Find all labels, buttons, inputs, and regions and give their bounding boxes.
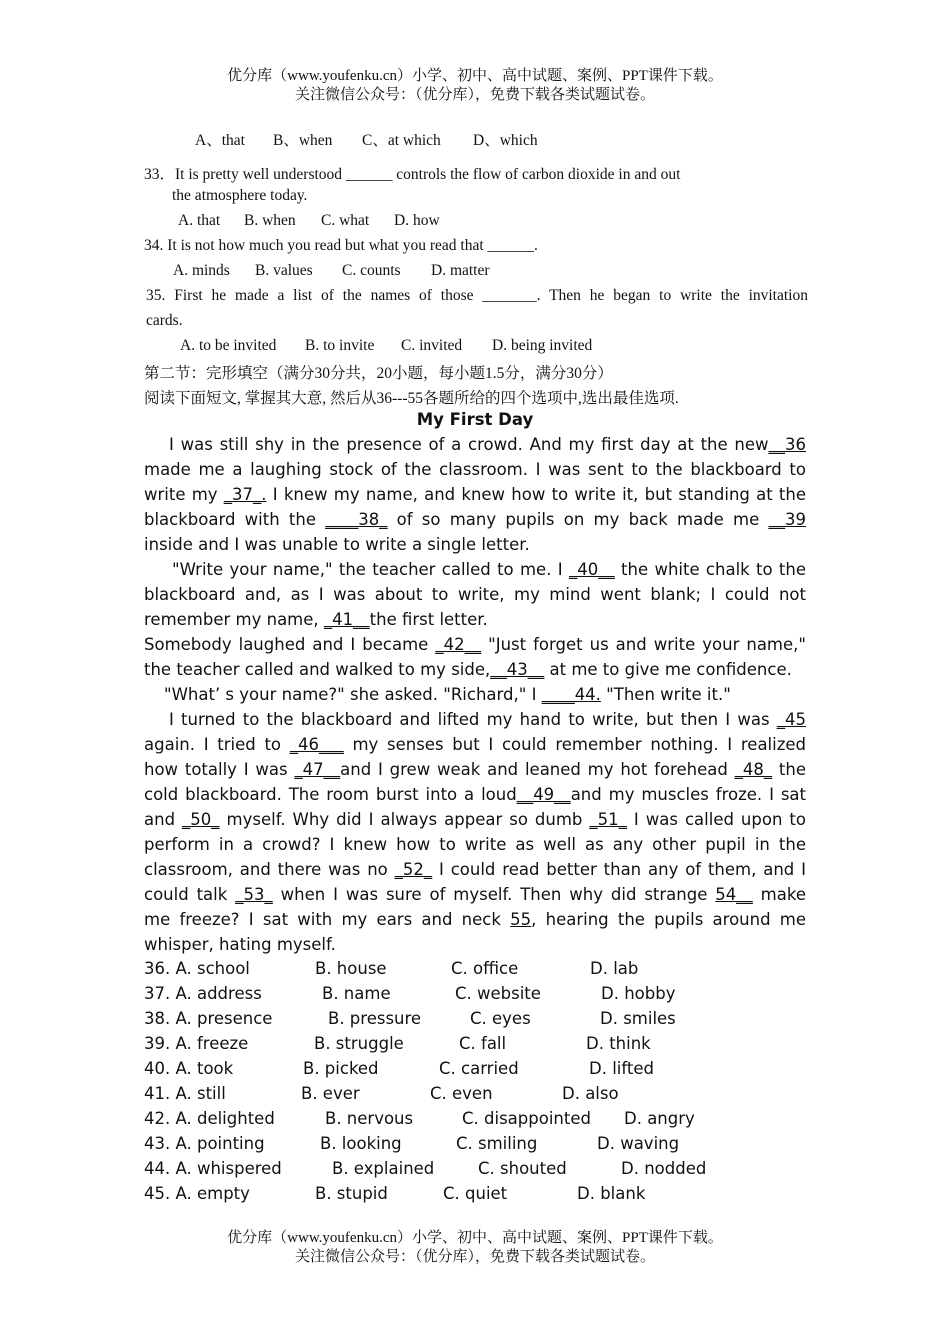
passage-line-13 — [144, 735, 806, 754]
blank-43: __43__ — [490, 660, 545, 679]
blank-42: _42__ — [435, 635, 482, 654]
passage-line-9 — [144, 635, 806, 654]
text-segment: I could read better than any of them, and I — [432, 860, 806, 879]
blank-37: _37_. — [223, 485, 267, 504]
page-footer-line2: 关注微信公众号：（优分库），免费下载各类试题试卷。 — [294, 1249, 655, 1265]
options-38 — [0, 1009, 950, 1031]
text-segment: the teacher called and walked to my side, — [144, 660, 491, 679]
blank-45: _45 — [776, 710, 806, 729]
q34-options — [0, 262, 950, 282]
options-40 — [0, 1059, 950, 1081]
text-segment: I turned to the blackboard and lifted my hand to write, but then I was — [169, 710, 777, 729]
text-segment: Somebody laughed and I became — [144, 635, 436, 654]
option-a: 41. A. still — [144, 1084, 226, 1103]
option-b: B. house — [315, 959, 387, 978]
blank-52: _52_ — [394, 860, 433, 879]
q34-stem: 34. It is not how much you read but what you read that ______. — [144, 237, 538, 254]
q35-stem-line2: cards. — [146, 312, 183, 329]
q32-option-b: B、when — [273, 132, 333, 149]
text-segment: and I grew weak and leaned my hot forehead — [340, 760, 735, 779]
section-instruction: 阅读下面短文, 掌握其大意, 然后从36---55各题所给的四个选项中,选出最佳选项. — [144, 390, 679, 407]
blank-39: __39 — [768, 510, 806, 529]
text-segment: I was called upon to — [626, 810, 806, 829]
q34-option-b: B. values — [255, 262, 313, 279]
text-segment: classroom, and there was no — [144, 860, 395, 879]
text-segment: I was still shy in the presence of a crowd. And my first day at the new — [169, 435, 769, 454]
option-b: B. looking — [320, 1134, 402, 1153]
passage-line-4 — [144, 510, 806, 529]
passage-line-10 — [144, 660, 792, 679]
option-d: D. waving — [597, 1134, 680, 1153]
blank-46: _46___ — [289, 735, 344, 754]
option-b: B. ever — [301, 1084, 360, 1103]
q33-option-d: D. how — [394, 212, 440, 229]
option-a: 37. A. address — [144, 984, 262, 1003]
text-segment: "Write your name," the teacher called to me. I — [172, 560, 569, 579]
passage-line-11 — [164, 685, 731, 704]
page-header-line1: 优分库（www.youfenku.cn）小学、初中、高中试题、案例、PPT课件下载。 — [227, 68, 723, 84]
blank-41: _41__ — [323, 610, 370, 629]
text-segment: "Just forget us and write your name," — [481, 635, 806, 654]
text-segment: I knew my name, and knew how to write it, but standing at the — [266, 485, 807, 504]
q32-option-a: A、that — [195, 132, 245, 149]
q33-option-a: A. that — [178, 212, 221, 229]
options-43 — [0, 1134, 950, 1156]
passage-line-3 — [144, 485, 806, 504]
q33-stem-line2: the atmosphere today. — [172, 187, 308, 204]
option-d: D. think — [586, 1034, 651, 1053]
q35-option-d: D. being invited — [492, 337, 593, 354]
option-b: B. explained — [332, 1159, 435, 1178]
option-d: D. lab — [590, 959, 639, 978]
q35-option-a: A. to be invited — [180, 337, 277, 354]
text-segment: at me to give me confidence. — [544, 660, 792, 679]
q32-option-c: C、at which — [362, 132, 441, 149]
option-c: C. even — [430, 1084, 493, 1103]
passage-line-5: inside and I was unable to write a single letter. — [144, 535, 530, 554]
passage-line-18 — [144, 860, 806, 879]
option-a: 38. A. presence — [144, 1009, 273, 1028]
option-a: 42. A. delighted — [144, 1109, 275, 1128]
blank-53: _53_ — [235, 885, 273, 904]
option-c: C. shouted — [478, 1159, 567, 1178]
option-a: 36. A. school — [144, 959, 250, 978]
text-segment: cold blackboard. The room burst into a loud — [144, 785, 517, 804]
blank-50: _50_ — [182, 810, 220, 829]
option-b: B. nervous — [325, 1109, 414, 1128]
options-42 — [0, 1109, 950, 1131]
option-b: B. struggle — [314, 1034, 404, 1053]
option-b: B. stupid — [315, 1184, 388, 1203]
q32-options — [0, 128, 950, 148]
blank-47: _47__ — [294, 760, 341, 779]
text-segment: my senses but I could remember nothing. I realized — [343, 735, 807, 754]
option-c: C. fall — [459, 1034, 507, 1053]
option-d: D. nodded — [621, 1159, 707, 1178]
passage-line-17: perform in a crowd? I knew how to write as well as any other pupil in the — [144, 835, 806, 854]
options-37 — [0, 984, 950, 1006]
passage-line-2: made me a laughing stock of the classroom. I was sent to the blackboard to — [144, 460, 806, 479]
blank-48: _48_ — [734, 760, 773, 779]
option-d: D. lifted — [589, 1059, 654, 1078]
passage-line-6 — [144, 560, 806, 579]
text-segment: , hearing the pupils around me — [531, 910, 806, 929]
text-segment: blackboard with the — [144, 510, 326, 529]
text-segment: myself. Why did I always appear so dumb — [219, 810, 590, 829]
passage-line-8 — [144, 610, 488, 629]
text-segment: and — [144, 810, 183, 829]
q34-option-c: C. counts — [342, 262, 401, 279]
passage-line-15 — [144, 785, 806, 804]
page-header-line2: 关注微信公众号：（优分库），免费下载各类试题试卷。 — [294, 87, 655, 103]
option-a: 45. A. empty — [144, 1184, 250, 1203]
option-b: B. pressure — [328, 1009, 422, 1028]
option-d: D. hobby — [601, 984, 676, 1003]
blank-36: __36 — [768, 435, 806, 454]
text-segment: the white chalk to the — [614, 560, 807, 579]
option-a: 44. A. whispered — [144, 1159, 282, 1178]
option-c: C. website — [455, 984, 541, 1003]
option-c: C. disappointed — [462, 1109, 591, 1128]
passage-line-16 — [144, 810, 806, 829]
text-segment: the — [772, 760, 807, 779]
q33-option-b: B. when — [244, 212, 296, 229]
options-45 — [0, 1184, 950, 1206]
text-segment: "Then write it." — [600, 685, 731, 704]
q32-option-d: D、which — [473, 132, 538, 149]
options-39 — [0, 1034, 950, 1056]
passage-line-20 — [144, 910, 806, 929]
text-segment: how totally I was — [144, 760, 295, 779]
q33-options — [0, 212, 950, 232]
passage-line-12 — [144, 710, 806, 729]
option-a: 43. A. pointing — [144, 1134, 265, 1153]
option-d: D. angry — [624, 1109, 695, 1128]
blank-55: 55 — [510, 910, 532, 929]
q35-stem-line1: 35. First he made a list of the names of those _______. Then he began to write the invitation — [146, 287, 808, 304]
option-a: 40. A. took — [144, 1059, 234, 1078]
option-d: D. smiles — [600, 1009, 676, 1028]
passage-line-1 — [144, 435, 806, 454]
option-c: C. smiling — [456, 1134, 538, 1153]
q34-option-d: D. matter — [431, 262, 490, 279]
option-d: D. blank — [577, 1184, 646, 1203]
section-heading: 第二节：完形填空（满分30分共，20小题，每小题1.5分，满分30分） — [144, 365, 613, 382]
blank-40: _40__ — [568, 560, 615, 579]
option-a: 39. A. freeze — [144, 1034, 249, 1053]
option-c: C. quiet — [443, 1184, 508, 1203]
option-c: C. office — [451, 959, 519, 978]
blank-54: 54__ — [715, 885, 753, 904]
text-segment: write my — [144, 485, 224, 504]
options-36 — [0, 959, 950, 981]
passage-title: My First Day — [416, 410, 534, 429]
page-footer-line1: 优分库（www.youfenku.cn）小学、初中、高中试题、案例、PPT课件下载。 — [227, 1230, 723, 1246]
q35-option-b: B. to invite — [305, 337, 375, 354]
q35-option-c: C. invited — [401, 337, 463, 354]
text-segment: of so many pupils on my back made me — [387, 510, 769, 529]
blank-51: _51_ — [589, 810, 627, 829]
q33-option-c: C. what — [321, 212, 370, 229]
text-segment: again. I tried to — [144, 735, 290, 754]
text-segment: and my muscles froze. I sat — [570, 785, 807, 804]
passage-line-14 — [144, 760, 806, 779]
passage-line-19 — [144, 885, 806, 904]
text-segment: the first letter. — [369, 610, 488, 629]
options-41 — [0, 1084, 950, 1106]
blank-44: ____44. — [541, 685, 601, 704]
text-segment: could talk — [144, 885, 236, 904]
options-44 — [0, 1159, 950, 1181]
option-b: B. picked — [303, 1059, 379, 1078]
passage-line-21: whisper, hating myself. — [144, 935, 336, 954]
text-segment: remember my name, — [144, 610, 324, 629]
text-segment: "What’ s your name?" she asked. "Richard," I — [164, 685, 542, 704]
option-b: B. name — [322, 984, 391, 1003]
q34-option-a: A. minds — [173, 262, 230, 279]
text-segment: when I was sure of myself. Then why did strange — [272, 885, 716, 904]
text-segment: make — [752, 885, 806, 904]
q33-stem-line1: 33．It is pretty well understood ______ controls the flow of carbon dioxide in and out — [144, 166, 681, 183]
option-d: D. also — [562, 1084, 619, 1103]
option-c: C. eyes — [470, 1009, 531, 1028]
option-c: C. carried — [439, 1059, 519, 1078]
blank-49: __49__ — [516, 785, 571, 804]
q35-options — [0, 337, 950, 357]
passage-line-7: blackboard and, as I was about to write, my mind went blank; I could not — [144, 585, 806, 604]
blank-38: ____38_ — [325, 510, 388, 529]
text-segment: me freeze? I sat with my ears and neck — [144, 910, 511, 929]
